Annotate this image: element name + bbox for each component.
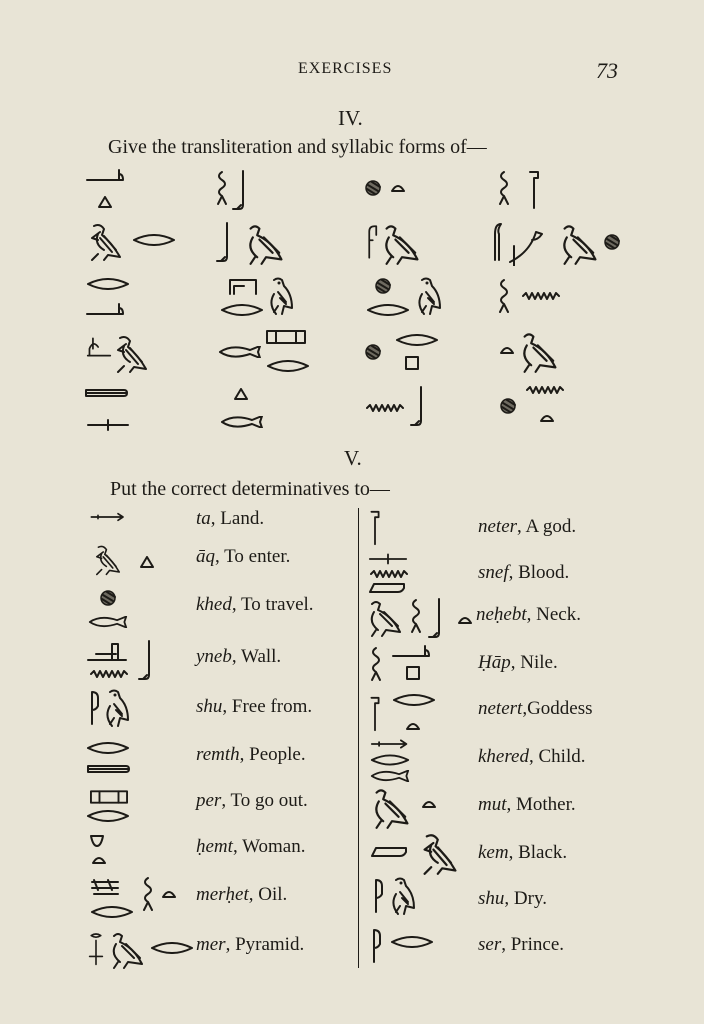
owl-glyph <box>388 876 418 916</box>
transliteration: ser <box>478 934 502 955</box>
vulture-glyph <box>370 786 414 830</box>
vulture-glyph <box>380 222 424 266</box>
disk-glyph <box>100 590 116 606</box>
transliteration: mut <box>478 794 507 815</box>
meaning: , Blood. <box>508 562 570 583</box>
loaf-glyph <box>540 414 554 422</box>
transliteration: āq <box>196 546 215 567</box>
triangle-glyph <box>98 196 112 208</box>
meaning: , Child. <box>529 746 586 767</box>
transliteration: per <box>196 790 222 811</box>
water-glyph <box>526 386 566 394</box>
word-item <box>196 744 306 766</box>
word-item <box>478 516 576 538</box>
flag-glyph <box>370 926 382 966</box>
fish-glyph <box>88 616 128 628</box>
meaning: , Mother. <box>506 794 576 815</box>
owl-glyph <box>418 832 462 876</box>
loaf-glyph <box>406 722 420 730</box>
meaning: , Wall. <box>231 646 282 667</box>
arrow-glyph <box>370 738 410 750</box>
transliteration: neter <box>478 516 518 537</box>
whip-glyph <box>368 580 408 594</box>
column-divider <box>358 508 359 968</box>
word-item <box>478 888 547 910</box>
lens-glyph <box>90 906 134 918</box>
word-item <box>196 884 287 906</box>
transliteration: ḥemt <box>196 836 233 857</box>
loaf-glyph <box>391 184 405 192</box>
section-iv-instruction: Give the transliteration and syllabic forms of— <box>108 136 487 158</box>
flag-glyph <box>372 878 384 914</box>
transliteration: neḥebt <box>476 604 527 625</box>
loaf-glyph <box>92 856 106 864</box>
transliteration: netert <box>478 698 523 719</box>
rope-glyph <box>370 646 382 682</box>
section-iv-heading: IV. <box>338 106 363 130</box>
triangle-glyph <box>234 388 248 400</box>
water-glyph <box>90 670 130 678</box>
box-glyph <box>266 330 306 344</box>
word-item <box>478 698 593 720</box>
meaning: , People. <box>239 744 306 765</box>
meaning: , Free from. <box>222 696 313 717</box>
vulture-glyph <box>244 222 288 266</box>
staff-glyph <box>364 222 378 262</box>
word-item <box>196 508 264 530</box>
flag-glyph <box>88 690 100 726</box>
page-number: 73 <box>596 58 618 83</box>
lens-glyph <box>86 742 130 754</box>
lens-glyph <box>392 694 436 706</box>
pt-glyph <box>86 640 130 662</box>
owl-glyph <box>266 276 296 316</box>
house-glyph <box>90 790 128 804</box>
word-item <box>196 696 312 718</box>
word-item <box>478 842 567 864</box>
tbar-glyph <box>86 418 130 432</box>
meaning: , To go out. <box>221 790 308 811</box>
disk-glyph <box>375 278 391 294</box>
leg-glyph <box>428 598 444 638</box>
scroll-glyph <box>370 844 410 858</box>
loaf-glyph <box>162 890 176 898</box>
transliteration: kem <box>478 842 509 863</box>
transliteration: snef <box>478 562 509 583</box>
transliteration: remth <box>196 744 240 765</box>
hbar-glyph <box>86 168 130 182</box>
flag-glyph <box>368 696 382 732</box>
lens-glyph <box>220 304 264 316</box>
bolt-glyph <box>86 762 130 774</box>
word-item <box>478 794 576 816</box>
duck-glyph <box>88 544 128 576</box>
lens-glyph <box>366 304 410 316</box>
meaning: , Black. <box>508 842 568 863</box>
section-v-heading: V. <box>344 446 362 470</box>
meaning: , Neck. <box>526 604 581 625</box>
reed-glyph <box>492 222 504 262</box>
owl-glyph <box>86 220 126 264</box>
lens-glyph <box>266 360 310 372</box>
rope-glyph <box>216 170 228 206</box>
triangle-glyph <box>140 556 154 568</box>
transliteration: Ḥāp <box>478 652 511 673</box>
water-glyph <box>366 404 406 412</box>
section-v-instruction: Put the correct determinatives to— <box>110 478 390 500</box>
lens-glyph <box>370 754 410 766</box>
meaning: , Nile. <box>510 652 558 673</box>
meaning: , Woman. <box>232 836 306 857</box>
loaf-glyph <box>500 346 514 354</box>
leg-glyph <box>138 640 154 680</box>
cup-glyph <box>90 834 104 848</box>
word-item <box>196 594 314 616</box>
transliteration: shu <box>478 888 505 909</box>
transliteration: khered <box>478 746 529 767</box>
meaning: ,Goddess <box>522 698 593 719</box>
vulture-glyph <box>558 222 602 266</box>
lens-glyph <box>86 278 130 290</box>
lens-glyph <box>390 936 434 948</box>
meaning: , A god. <box>517 516 577 537</box>
flag-glyph <box>368 510 382 546</box>
hbar-glyph <box>392 644 436 658</box>
transliteration: mer <box>196 934 226 955</box>
rope-glyph <box>142 876 154 912</box>
disk-glyph <box>500 398 516 414</box>
lens-glyph <box>86 810 130 822</box>
disk-glyph <box>365 344 381 360</box>
meaning: , Prince. <box>501 934 565 955</box>
meaning: , Dry. <box>504 888 547 909</box>
anchor-glyph <box>88 930 104 970</box>
transliteration: yneb <box>196 646 232 667</box>
vulture-glyph <box>106 930 150 970</box>
meaning: , Pyramid. <box>225 934 305 955</box>
owl-glyph <box>102 688 132 728</box>
water-glyph <box>370 570 410 578</box>
fish-glyph <box>370 770 410 782</box>
rope-glyph <box>410 598 422 634</box>
meaning: , To travel. <box>231 594 314 615</box>
leg-glyph <box>216 222 232 262</box>
running-header <box>0 60 704 84</box>
word-item <box>196 646 281 668</box>
word-item <box>478 562 569 584</box>
ladder-glyph <box>90 878 120 900</box>
square-glyph <box>406 666 420 680</box>
disk-glyph <box>365 180 381 196</box>
hbar-glyph <box>86 302 130 316</box>
square-glyph <box>405 356 419 370</box>
loaf-glyph <box>422 800 436 808</box>
whip-glyph <box>86 336 112 358</box>
water-glyph <box>522 292 562 300</box>
lens-glyph <box>395 334 439 346</box>
word-item <box>476 604 581 626</box>
transliteration: shu <box>196 696 223 717</box>
disk-glyph <box>604 234 620 250</box>
lens-glyph <box>132 234 176 246</box>
leg-glyph <box>232 170 248 210</box>
meaning: , To enter. <box>215 546 291 567</box>
crook-glyph <box>514 170 554 210</box>
meaning: , Land. <box>210 508 265 529</box>
word-item <box>196 546 290 568</box>
transliteration: ta <box>196 508 211 529</box>
fish-glyph <box>220 416 264 428</box>
vulture-glyph <box>518 330 562 374</box>
word-item <box>478 652 558 674</box>
meaning: , Oil. <box>248 884 288 905</box>
fish-glyph <box>218 346 262 358</box>
vulture-glyph <box>366 598 406 638</box>
bolt-glyph <box>84 386 128 398</box>
word-item <box>196 934 304 956</box>
lens-glyph <box>150 942 194 954</box>
transliteration: khed <box>196 594 232 615</box>
transliteration: merḥet <box>196 884 249 905</box>
chapter-title: EXERCISES <box>298 60 393 77</box>
loaf-glyph <box>458 616 472 624</box>
word-item <box>196 790 308 812</box>
arrow-glyph <box>88 512 128 522</box>
house-glyph <box>228 278 258 296</box>
word-item <box>478 746 585 768</box>
rope-glyph <box>498 170 510 206</box>
tbar-glyph <box>368 552 408 566</box>
leg-glyph <box>410 386 426 426</box>
word-item <box>478 934 564 956</box>
rope-glyph <box>498 278 510 314</box>
word-item <box>196 836 305 858</box>
owl-glyph <box>112 332 152 376</box>
owl-glyph <box>414 276 444 316</box>
crook-glyph <box>506 226 546 266</box>
